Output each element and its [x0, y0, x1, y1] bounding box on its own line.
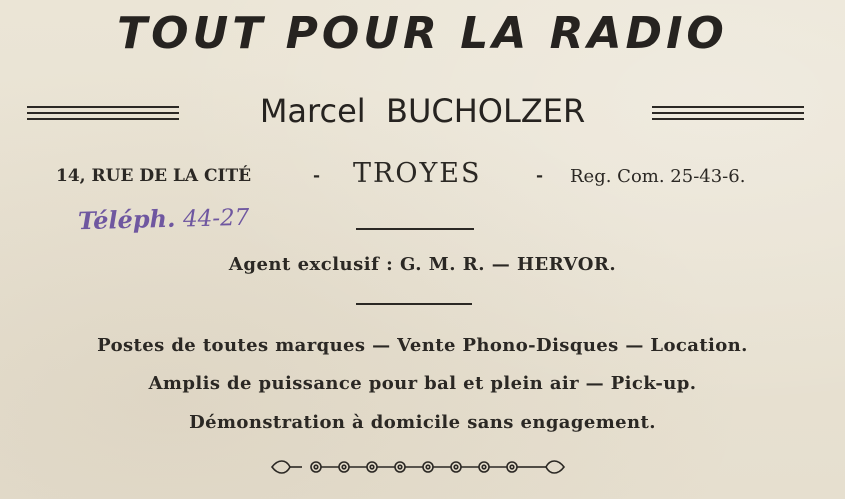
- street-address: 14, RUE DE LA CITÉ: [56, 166, 252, 186]
- divider-bottom: [356, 303, 472, 305]
- registration-number: Reg. Com. 25-43-6.: [570, 166, 746, 187]
- card-title: TOUT POUR LA RADIO: [117, 8, 728, 59]
- services-line-1: Postes de toutes marques — Vente Phono-Disques — Location.: [97, 335, 748, 356]
- right-triple-rule: [652, 106, 804, 124]
- address-row: [56, 158, 796, 194]
- services-line-2: Amplis de puissance pour bal et plein air — Pick-up.: [148, 373, 697, 394]
- phone-stamp: [78, 202, 250, 235]
- agent-line: Agent exclusif : G. M. R. — HERVOR.: [228, 254, 617, 275]
- decorative-scroll-ornament-icon: [268, 456, 568, 478]
- address-separator: -: [313, 166, 321, 186]
- services-line-3: Démonstration à domicile sans engagement.: [189, 412, 656, 433]
- owner-row: [0, 92, 845, 138]
- address-separator: -: [536, 166, 544, 186]
- divider-top: [356, 228, 474, 230]
- owner-name: Marcel BUCHOLZER: [259, 92, 586, 130]
- city-name: TROYES: [353, 158, 482, 189]
- phone-number: 44-27: [182, 204, 250, 233]
- phone-label: Téléph.: [77, 203, 176, 236]
